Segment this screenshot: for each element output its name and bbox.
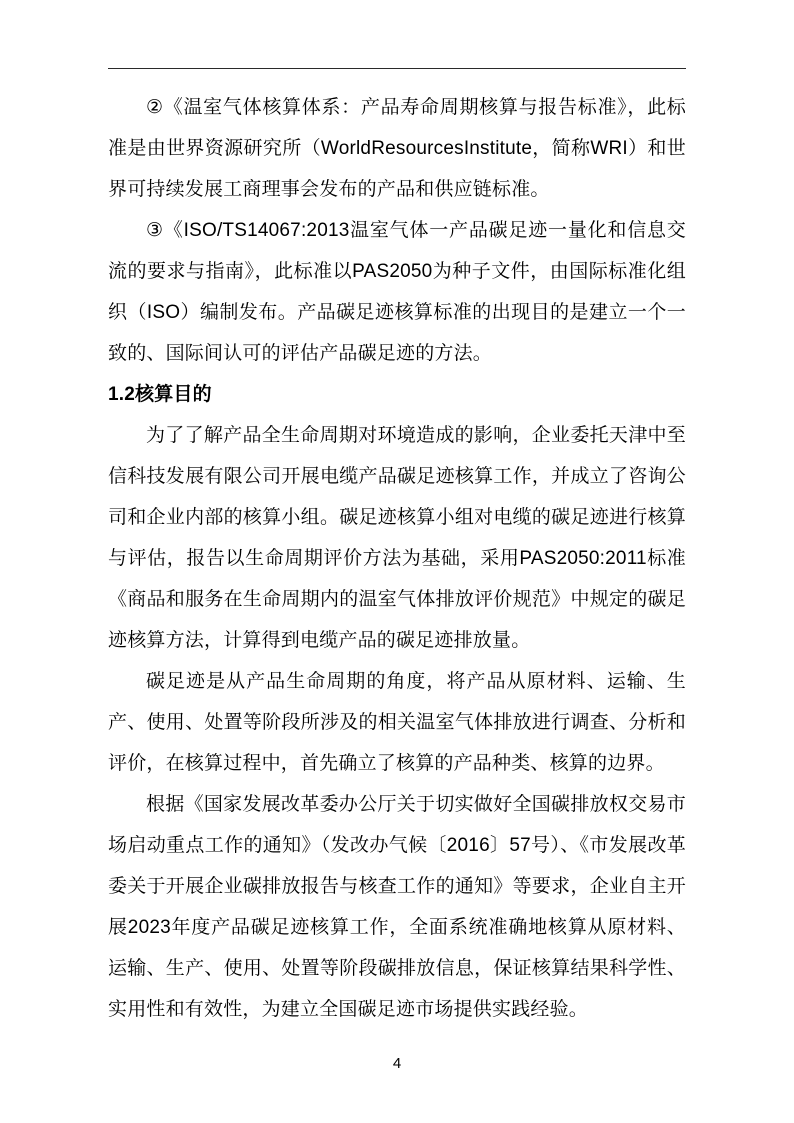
- page-number: 4: [392, 1055, 402, 1072]
- document-body: [108, 68, 686, 1030]
- paragraph-carbon-footprint-definition: 碳足迹是从产品生命周期的角度，将产品从原材料、运输、生产、使用、处置等阶段所涉及的相关温室气体排放进行调查、分析和评价，在核算过程中，首先确立了核算的产品种类、核算的边界。: [108, 671, 686, 774]
- paragraph-standard-iso-ts14067: ③《ISO/TS14067:2013温室气体一产品碳足迹一量化和信息交流的要求与指南》，此标准以PAS2050为种子文件，由国际标准化组织（ISO）编制发布。产品碳足迹核算标准的出现目的是建立一个一致的、国际间认可的评估产品碳足迹的方法。: [108, 220, 686, 364]
- section-heading-accounting-purpose: 1.2核算目的: [108, 384, 212, 405]
- paragraph-accounting-purpose-intro: 为了了解产品全生命周期对环境造成的影响，企业委托天津中至信科技发展有限公司开展电缆产品碳足迹核算工作，并成立了咨询公司和企业内部的核算小组。碳足迹核算小组对电缆的碳足迹进行核算与评估，报告以生命周期评价方法为基础，采用PAS2050:2011标准《商品和服务在生命周期内的温室气体排放评价规范》中规定的碳足迹核算方法，计算得到电缆产品的碳足迹排放量。: [108, 425, 686, 651]
- header-rule: [108, 68, 686, 69]
- paragraph-policy-basis: 根据《国家发展改革委办公厅关于切实做好全国碳排放权交易市场启动重点工作的通知》（发改办气候〔2016〕57号）、《市发展改革委关于开展企业碳排放报告与核查工作的通知》等要求，企业自主开展2023年度产品碳足迹核算工作，全面系统准确地核算从原材料、运输、生产、使用、处置等阶段碳排放信息，保证核算结果科学性、实用性和有效性，为建立全国碳足迹市场提供实践经验。: [108, 794, 686, 1020]
- paragraph-standard-ghg-protocol: ②《温室气体核算体系：产品寿命周期核算与报告标准》，此标准是由世界资源研究所（WorldResourcesInstitute，简称WRI）和世界可持续发展工商理事会发布的产品和供应链标准。: [108, 97, 686, 200]
